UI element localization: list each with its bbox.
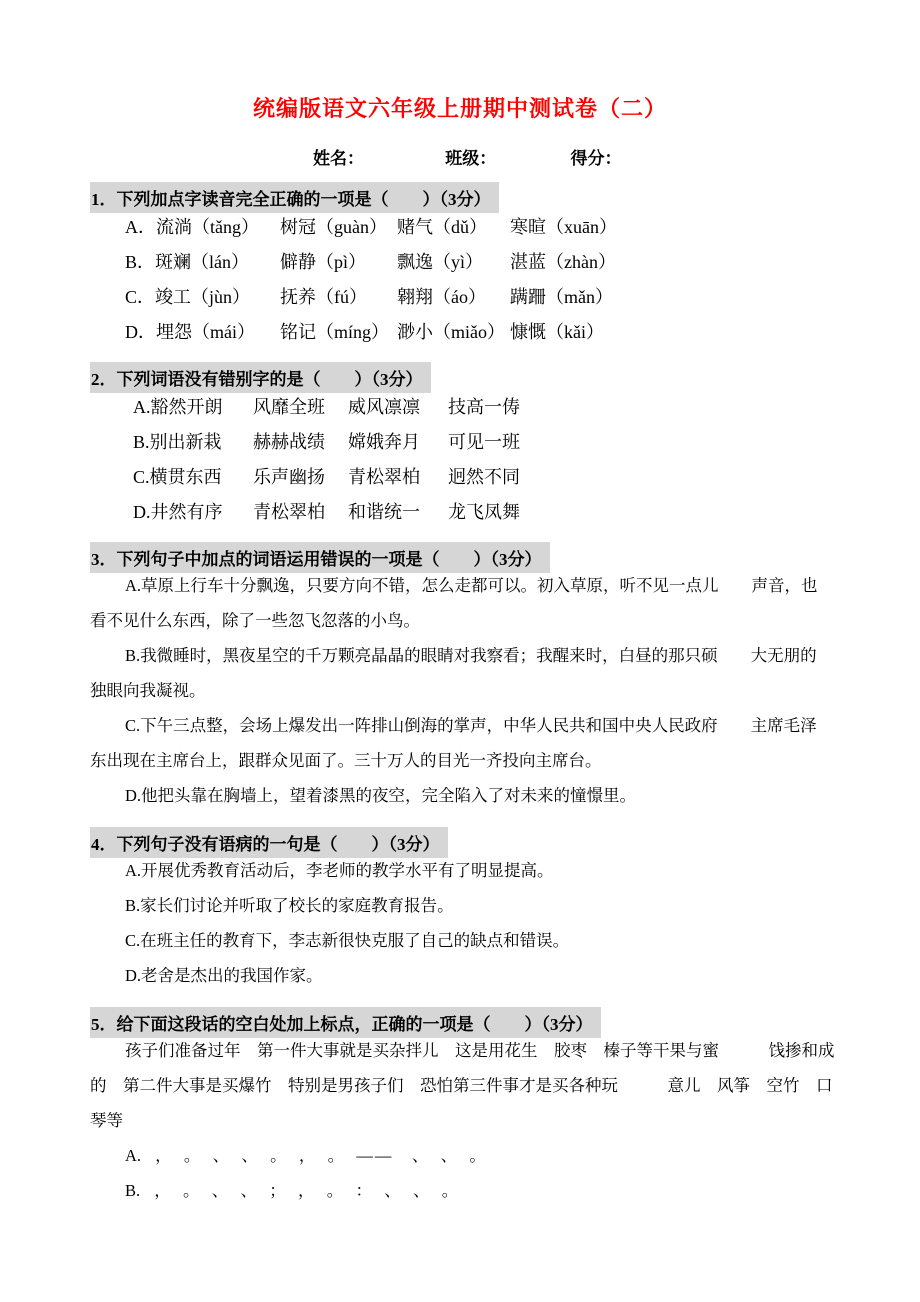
option-item: 青松翠柏	[348, 466, 420, 487]
question-5-passage-line-2: 的 第二件大事是买爆竹 特别是男孩子们 恐怕第三件事才是买各种玩 意儿 风筝 空竹 口	[90, 1076, 833, 1095]
question-1-option-a	[125, 208, 830, 243]
option-item: 技高一俦	[448, 396, 520, 417]
question-2	[90, 362, 830, 528]
option-item: A.豁然开朗	[133, 396, 223, 417]
question-1-option-b	[125, 243, 830, 278]
student-info-row	[90, 144, 830, 168]
question-2-option-b	[133, 423, 830, 458]
option-item: 风靡全班	[253, 396, 325, 417]
question-3-option-c-line-2: 东出现在主席台上，跟群众见面了。三十万人的目光一齐投向主席台。	[90, 751, 602, 770]
option-item: 嫦娥奔月	[348, 431, 420, 452]
question-3-prompt: 3．下列句子中加点的词语运用错误的一项是（ ）（3分）	[90, 542, 550, 573]
question-2-header	[90, 362, 830, 388]
option-item: B.别出新栽	[133, 431, 222, 452]
option-item: 树冠（guàn）	[280, 216, 387, 237]
option-item: 龙飞凤舞	[448, 501, 520, 522]
option-item: 赫赫战绩	[253, 431, 325, 452]
option-item: 飘逸（yì）	[397, 251, 484, 272]
option-item: 渺小（miǎo）	[397, 321, 505, 342]
question-5-header	[90, 1007, 830, 1033]
option-item: D.井然有序	[133, 501, 223, 522]
option-item: 可见一班	[448, 431, 520, 452]
option-item: C.横贯东西	[133, 466, 222, 487]
score-label: 得分：	[570, 149, 622, 168]
question-1	[90, 182, 830, 348]
option-item: B．斑斓（lán）	[125, 251, 249, 272]
question-4	[90, 827, 830, 993]
name-label: 姓名：	[313, 149, 364, 168]
question-1-prompt: 1．下列加点字读音完全正确的一项是（ ）（3分）	[90, 182, 499, 213]
option-item: 和谐统一	[348, 501, 420, 522]
option-item: A．流淌（tǎng）	[125, 216, 259, 237]
option-item: 僻静（pì）	[280, 251, 367, 272]
question-5-passage-line-3: 琴等	[90, 1111, 123, 1130]
class-label: 班级：	[445, 149, 497, 168]
punctuation-sequence: ， 。 、 、 ； ， 。 ： 、 、 。	[154, 1181, 461, 1200]
question-1-option-d	[125, 313, 830, 348]
question-5-option-a	[125, 1138, 830, 1173]
option-item: 蹒跚（mǎn）	[510, 286, 613, 307]
question-5-passage-line-1: 孩子们准备过年 第一件大事就是买杂拌儿 这是用花生 胶枣 榛子等干果与蜜 饯掺和成	[125, 1041, 835, 1060]
question-4-header	[90, 827, 830, 853]
option-item: 铭记（míng）	[280, 321, 390, 342]
question-3-option-c-line-1: C.下午三点整，会场上爆发出一阵排山倒海的掌声，中华人民共和国中央人民政府 主席毛泽	[125, 716, 817, 735]
question-5-option-b	[125, 1173, 830, 1208]
option-item: 抚养（fú）	[280, 286, 367, 307]
option-item: 翱翔（áo）	[397, 286, 486, 307]
question-2-option-a	[133, 388, 830, 423]
option-label: A.	[125, 1146, 142, 1165]
option-item: 迥然不同	[448, 466, 520, 487]
question-3-option-d: D.他把头靠在胸墙上，望着漆黑的夜空，完全陷入了对未来的憧憬里。	[125, 786, 637, 805]
option-item: D．埋怨（mái）	[125, 321, 255, 342]
option-item: 湛蓝（zhàn）	[510, 251, 616, 272]
punctuation-sequence: ， 。 、 、 。 ， 。 —— 、 、 。	[155, 1146, 488, 1165]
question-4-option-b: B.家长们讨论并听取了校长的家庭教育报告。	[125, 896, 454, 915]
question-2-option-c	[133, 458, 830, 493]
question-5	[90, 1007, 835, 1208]
question-3-header	[90, 542, 830, 568]
option-item: 青松翠柏	[253, 501, 325, 522]
question-3-option-b-line-2: 独眼向我凝视。	[90, 681, 206, 700]
option-label: B.	[125, 1181, 141, 1200]
question-1-header	[90, 182, 830, 208]
option-item: 慷慨（kǎi）	[510, 321, 604, 342]
question-2-prompt: 2．下列词语没有错别字的是（ ）（3分）	[90, 362, 431, 393]
question-3-option-a-line-2: 看不见什么东西，除了一些忽飞忽落的小鸟。	[90, 611, 420, 630]
option-item: C．竣工（jùn）	[125, 286, 251, 307]
question-3-option-a-line-1: A.草原上行车十分飘逸，只要方向不错，怎么走都可以。初入草原，听不见一点儿 声音，也	[125, 576, 818, 595]
question-4-option-d: D.老舍是杰出的我国作家。	[125, 966, 323, 985]
question-4-option-a: A.开展优秀教育活动后，李老师的教学水平有了明显提高。	[125, 861, 554, 880]
question-5-prompt: 5．给下面这段话的空白处加上标点，正确的一项是（ ）（3分）	[90, 1007, 601, 1038]
question-3	[90, 542, 830, 813]
question-1-option-c	[125, 278, 830, 313]
option-item: 乐声幽扬	[253, 466, 325, 487]
question-4-option-c: C.在班主任的教育下，李志新很快克服了自己的缺点和错误。	[125, 931, 570, 950]
option-item: 寒暄（xuān）	[510, 216, 617, 237]
question-4-prompt: 4．下列句子没有语病的一句是（ ）（3分）	[90, 827, 448, 858]
option-item: 威风凛凛	[348, 396, 420, 417]
page-title: 统编版语文六年级上册期中测试卷（二）	[252, 96, 667, 121]
option-item: 赌气（dǔ）	[397, 216, 487, 237]
question-2-option-d	[133, 493, 830, 528]
question-3-option-b-line-1: B.我微睡时，黑夜星空的千万颗亮晶晶的眼睛对我察看；我醒来时，白昼的那只硕 大无朋的	[125, 646, 817, 665]
